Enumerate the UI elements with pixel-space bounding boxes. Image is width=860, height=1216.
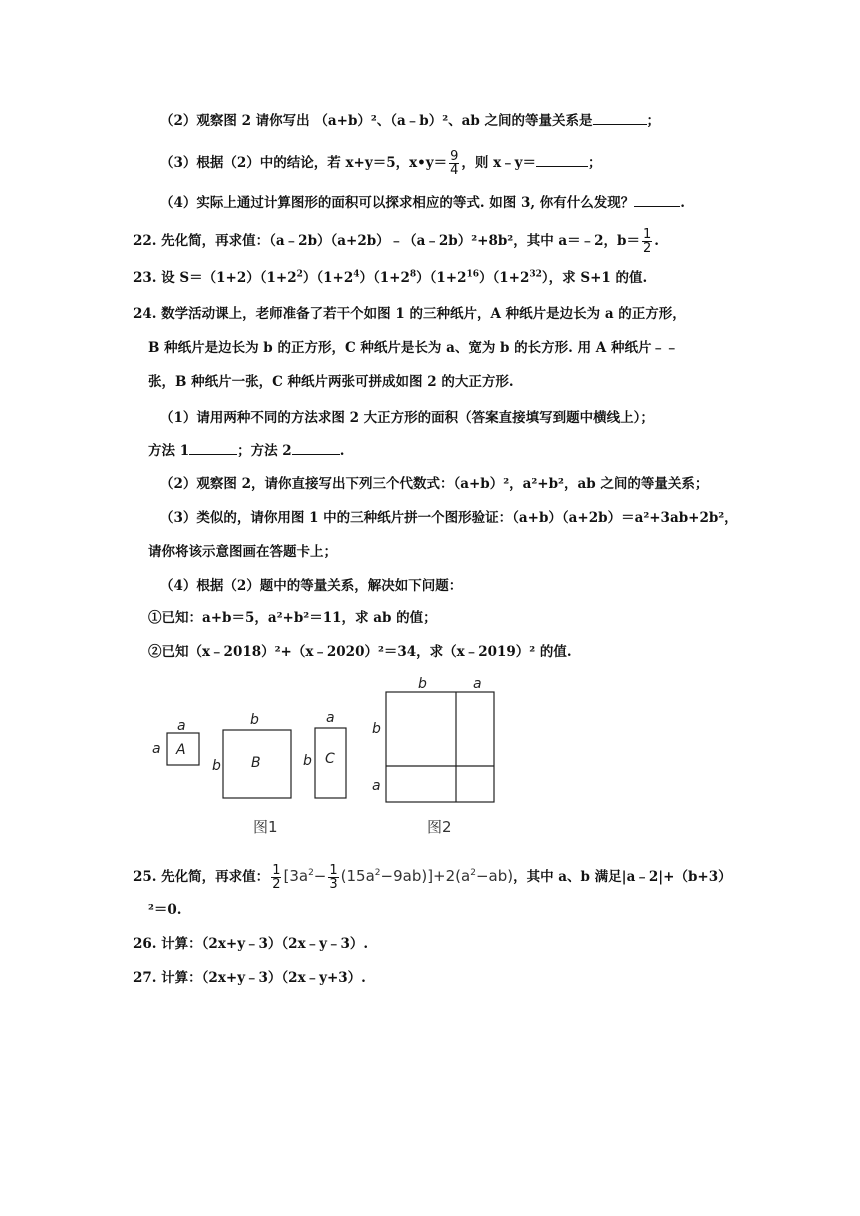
piece-a-side-label: a [152, 741, 161, 757]
fraction-1-3 [328, 864, 338, 891]
q21-part2-end: ； [646, 113, 661, 129]
q23-text: ），求 S+1 的值. [541, 270, 648, 286]
fraction-numerator: 1 [643, 227, 652, 242]
piece-c-top-label: a [326, 710, 335, 726]
method-1-label: 方法 1 [148, 443, 190, 459]
expr-part: (15a [340, 867, 375, 885]
figure-2-caption: 图2 [427, 818, 452, 836]
q21-part3-text: （3）根据（2）中的结论，若 x+y＝5，x•y＝ [160, 155, 448, 171]
big-square [386, 692, 494, 802]
fraction-denominator: 3 [329, 877, 338, 892]
q24-line7: （3）类似的，请你用图 1 中的三种纸片拼一个图形验证：（a+b）（a+2b）＝a²+3ab+2b²， [160, 510, 738, 526]
expr-part: [3a [283, 867, 309, 885]
exponent: 16 [466, 269, 479, 280]
exponent: 32 [529, 269, 542, 280]
fraction-numerator: 1 [329, 863, 338, 878]
q24-line4: （1）请用两种不同的方法求图 2 大正方形的面积（答案直接填写到题中横线上）； [160, 410, 654, 426]
q24-line6: （2）观察图 2，请你直接写出下列三个代数式：（a+b）²，a²+b²，ab 之间的等量关系； [160, 476, 709, 492]
piece-b-side-label: b [212, 758, 221, 774]
q23-text: 23. 设 S＝（1+2）（1+2 [133, 270, 297, 286]
q23-text: ）（1+2 [302, 270, 354, 286]
q22-end: . [654, 233, 659, 249]
q24-line9: （4）根据（2）题中的等量关系，解决如下问题： [160, 578, 463, 594]
method-2-label: ；方法 2 [237, 443, 292, 459]
fig2-side-a-label: a [372, 778, 381, 794]
fraction-1-2 [271, 864, 281, 891]
expr-part: −ab) [475, 867, 514, 885]
q24-line8: 请你将该示意图画在答题卡上； [148, 544, 337, 560]
q21-part4-end: . [680, 195, 685, 211]
exponent: 2 [308, 868, 314, 878]
exponent: 8 [409, 269, 417, 280]
q22-text: 22. 先化简，再求值：（a﹣2b）（a+2b）﹣（a﹣2b）²+8b²，其中 a＝﹣2，b＝ [133, 233, 640, 249]
q24-line2: B 种纸片是边长为 b 的正方形，C 种纸片是长为 a、宽为 b 的长方形. 用 A 种纸片﹣﹣ [148, 340, 679, 356]
piece-c-side-label: b [303, 753, 312, 769]
fig2-top-a-label: a [473, 676, 482, 692]
q21-part4-text: （4）实际上通过计算图形的面积可以探求相应的等式. 如图 3, 你有什么发现？ [160, 195, 635, 211]
piece-b-top-label: b [250, 712, 259, 728]
piece-a-center-label: A [176, 742, 186, 758]
fraction-denominator: 4 [450, 163, 459, 178]
q23-text: ）（1+2 [359, 270, 410, 286]
exponent: 2 [296, 269, 303, 280]
fig2-side-b-label: b [372, 721, 381, 737]
question-27: 27. 计算：（2x+y﹣3）（2x﹣y+3）. [133, 970, 366, 986]
fraction-denominator: 2 [643, 241, 652, 256]
question-25 [133, 864, 732, 891]
piece-c-center-label: C [325, 751, 335, 767]
q21-part3-text2: ，则 x﹣y＝ [461, 155, 536, 171]
q24-line11: ②已知（x﹣2018）²+（x﹣2020）²＝34，求（x﹣2019）² 的值. [148, 644, 572, 660]
q25-text: 25. 先化简，再求值： [133, 869, 270, 885]
q21-part3-end: ； [587, 155, 602, 171]
minus-sign: − [313, 867, 327, 885]
q23-text: ）（1+2 [416, 270, 467, 286]
q23-text: ）（1+2 [479, 270, 530, 286]
figure-1-caption: 图1 [253, 818, 278, 836]
q21-part2-text: （2）观察图 2 请你写出 （a+b）²、（a﹣b）²、ab 之间的等量关系是 [160, 113, 593, 129]
piece-a-top-label: a [177, 718, 186, 734]
expr-part: −9ab)]+2(a [380, 867, 471, 885]
question-26: 26. 计算：（2x+y﹣3）（2x﹣y﹣3）. [133, 936, 369, 952]
fraction-numerator: 1 [272, 863, 281, 878]
fig2-top-b-label: b [418, 676, 427, 692]
q25-expression [283, 867, 326, 885]
q25-condition: ，其中 a、b 满足|a﹣2|+（b+3） [513, 869, 732, 885]
fraction-denominator: 2 [272, 877, 281, 892]
q25-expression-rest [341, 867, 513, 885]
q24-line3: 张，B 种纸片一张，C 种纸片两张可拼成如图 2 的大正方形. [148, 374, 514, 390]
piece-b-center-label: B [251, 755, 261, 771]
fraction-numerator: 9 [450, 149, 459, 164]
q25-line2: ²＝0. [148, 902, 182, 918]
period: . [339, 443, 345, 459]
exponent: 4 [353, 269, 360, 280]
q24-line1: 24. 数学活动课上，老师准备了若干个如图 1 的三种纸片，A 种纸片是边长为 a 的正方形， [133, 306, 686, 322]
q24-line10: ①已知：a+b＝5，a²+b²＝11，求 ab 的值； [148, 610, 437, 626]
exponent: 2 [470, 868, 476, 878]
exponent: 2 [374, 868, 381, 878]
